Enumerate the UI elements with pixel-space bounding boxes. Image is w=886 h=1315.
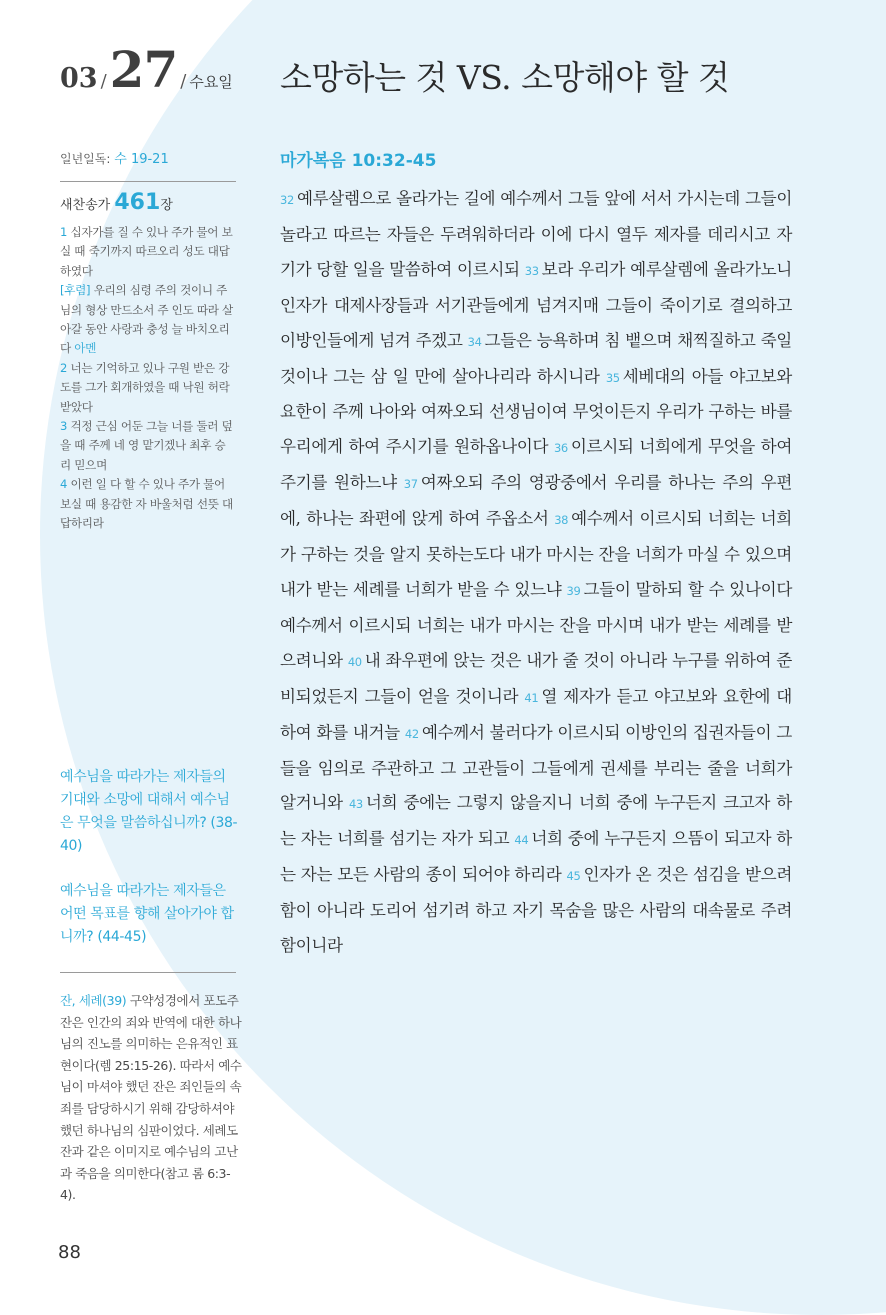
hymn-verse <box>60 475 236 533</box>
verse-number: 38 <box>554 513 569 528</box>
hymn-number: 461 <box>114 190 161 215</box>
annual-reading <box>60 148 236 167</box>
date-separator: / <box>100 71 107 92</box>
verse-text: 그들은 능욕하며 침 뱉으며 채찍질하고 죽일 것이나 그는 삼 일 만에 살아나리라 하시니라 <box>280 330 792 386</box>
hymn-verse-number: 2 <box>60 360 68 375</box>
reflection-questions <box>60 766 240 971</box>
verse-text: 내 좌우편에 앉는 것은 내가 줄 것이 아니라 누구를 위하여 준비되었든지 그들이 얻을 것이니라 <box>280 650 792 706</box>
hymn-chorus <box>60 281 236 359</box>
verse-number: 34 <box>467 334 482 349</box>
verse-number: 35 <box>605 370 620 385</box>
verse-number: 40 <box>347 654 362 669</box>
reading-label: 일년일독: <box>60 152 111 166</box>
month-number: 03 <box>60 63 98 94</box>
verse-number: 44 <box>514 833 529 848</box>
verse-number: 39 <box>566 583 581 598</box>
verse-number: 45 <box>566 869 581 884</box>
page-number: 88 <box>58 1242 81 1263</box>
hymn-verse-text: 이런 일 다 할 수 있나 주가 물어 보실 때 용감한 자 바울처럼 선뜻 대답하리라 <box>60 477 233 531</box>
verse-text: 예루살렘으로 올라가는 길에 예수께서 그들 앞에 서서 가시는데 그들이 놀라고 따르는 자들은 두려워하더라 이에 다시 열두 제자를 데리시고 자기가 당할 일을 말씀하여 이르시되 <box>280 189 792 279</box>
verse-text: 너희 중에는 그렇지 않을지니 너희 중에 누구든지 크고자 하는 자는 너희를 섬기는 자가 되고 <box>280 793 792 849</box>
scripture-text <box>280 182 792 964</box>
hymn-header <box>60 190 236 215</box>
verse-text: 예수께서 이르시되 너희는 너희가 구하는 것을 알지 못하는도다 내가 마시는 잔을 너희가 마실 수 있으며 내가 받는 세례를 너희가 받을 수 있느냐 <box>280 509 792 599</box>
verse-number: 41 <box>524 690 539 705</box>
weekday-label: 수요일 <box>189 73 233 91</box>
passage-reference: 마가복음 10:32-45 <box>280 151 437 171</box>
verse-text: 세베대의 아들 야고보와 요한이 주께 나아와 여짜오되 선생님이여 무엇이든지 우리가 구하는 바를 우리에게 하여 주시기를 원하옵나이다 <box>280 366 792 457</box>
verse-number: 32 <box>280 193 294 207</box>
hymn-verse <box>60 417 236 475</box>
hymn-prefix: 새찬송가 <box>60 198 111 213</box>
verse-text: 이르시되 너희에게 무엇을 하여 주기를 원하느냐 <box>280 437 792 493</box>
hymn-verse <box>60 223 236 281</box>
hymn-verse-number: 3 <box>60 419 68 434</box>
hymn-chorus-label: [후렴] <box>60 283 91 298</box>
hymn-verse-text: 십자가를 질 수 있나 주가 물어 보실 때 죽기까지 따르오리 성도 대답하였다 <box>60 225 233 278</box>
question-1: 예수님을 따라가는 제자들의 기대와 소망에 대해서 예수님은 무엇을 말씀하십니까? (38-40) <box>60 769 238 854</box>
divider <box>60 181 236 182</box>
question-2: 예수님을 따라가는 제자들은 어떤 목표를 향해 살아가야 합니까? (44-45) <box>60 883 234 945</box>
verse-number: 42 <box>404 726 419 741</box>
hymn-verse-text: 걱정 근심 어둔 그늘 너를 둘러 덮을 때 주께 네 영 맡기겠나 최후 승리 믿으며 <box>60 419 233 472</box>
hymn-verse-number: 1 <box>60 225 68 239</box>
verse-number: 33 <box>524 263 539 278</box>
verse-text: 예수께서 불러다가 이르시되 이방인의 집권자들이 그들을 임의로 주관하고 그 고관들이 그들에게 권세를 부리는 줄을 너희가 알거니와 <box>280 722 792 813</box>
sidebar <box>60 148 236 534</box>
verse-number: 37 <box>403 477 418 492</box>
verse-number: 36 <box>553 441 568 456</box>
hymn-suffix: 장 <box>160 198 173 213</box>
reading-reference: 수 19-21 <box>114 152 169 167</box>
day-number: 27 <box>109 40 178 99</box>
hymn-verse-number: 4 <box>60 477 68 492</box>
verse-text: 그들이 말하되 할 수 있나이다 예수께서 이르시되 너희는 내가 마시는 잔을 마시며 내가 받는 세례를 받으려니와 <box>280 579 792 670</box>
note-text: 구약성경에서 포도주 잔은 인간의 죄와 반역에 대한 하나님의 진노를 의미하는 은유적인 표현이다(렘 25:15-26). 따라서 예수님이 마셔야 했던 잔은 죄인들의 속죄를 담당하시기 위해 감당하셔야 했던 하나님의 심판이었다. 세례도 잔과 같은 이미지로 예수님의 고난과 죽음을 의미한다(참고 롬 6:3-4). <box>60 993 242 1203</box>
verse-text: 여짜오되 주의 영광중에서 우리를 하나는 주의 우편에, 하나는 좌편에 앉게 하여 주옵소서 <box>280 473 792 529</box>
hymn-chorus-text: 우리의 심령 주의 것이니 주님의 형상 만드소서 주 인도 따라 살아갈 동안 사랑과 충성 늘 바치오리다 <box>60 283 233 356</box>
note-term: 잔, 세례(39) <box>60 993 127 1008</box>
page-title: 소망하는 것 VS. 소망해야 할 것 <box>280 58 730 97</box>
verse-text: 열 제자가 듣고 야고보와 요한에 대하여 화를 내거늘 <box>280 686 792 742</box>
study-note <box>60 990 242 1206</box>
hymn-verse <box>60 359 236 417</box>
verse-text: 너희 중에 누구든지 으뜸이 되고자 하는 자는 모든 사람의 종이 되어야 하리라 <box>280 829 792 885</box>
verse-text: 인자가 온 것은 섬김을 받으려 함이 아니라 도리어 섬기려 하고 자기 목숨을 많은 사람의 대속물로 주려 함이니라 <box>280 865 792 956</box>
date-header <box>60 40 233 99</box>
verse-number: 43 <box>348 797 363 812</box>
verse-text: 보라 우리가 예루살렘에 올라가노니 인자가 대제사장들과 서기관들에게 넘겨지매 그들이 죽이기로 결의하고 이방인들에게 넘겨 주겠고 <box>280 259 792 350</box>
date-separator: / <box>180 71 187 92</box>
divider <box>60 972 236 973</box>
hymn-verse-text: 너는 기억하고 있나 구원 받은 강도를 그가 회개하였을 때 낙원 허락 받았다 <box>60 360 230 414</box>
hymn-amen: 아멘 <box>74 341 97 356</box>
